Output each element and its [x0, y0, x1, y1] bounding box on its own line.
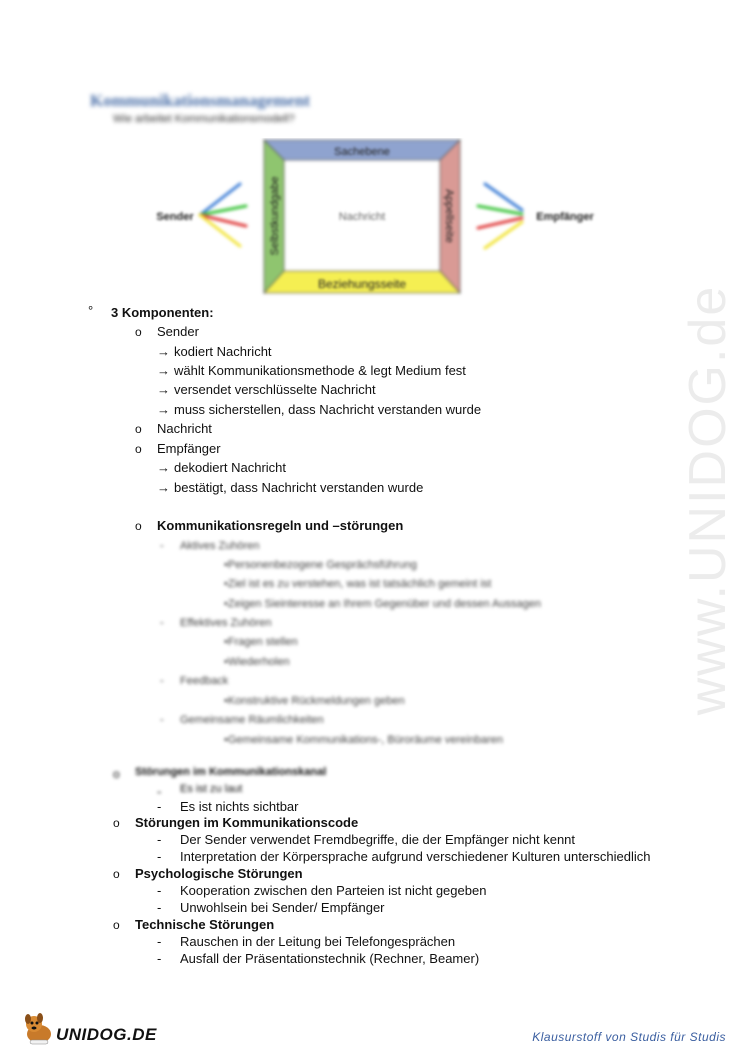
list-item: muss sicherstellen, dass Nachricht verstanden wurde — [174, 402, 482, 417]
section-heading: Psychologische Störungen — [135, 866, 303, 881]
list-item: Gemeinsame Räumlichkeiten — [180, 714, 324, 726]
list-item-marker: o — [113, 816, 120, 830]
diagram-top-label: Sachebene — [334, 146, 390, 158]
diagram-right-label: Appellseite — [443, 189, 455, 243]
footer-logo: UNIDOG.DE — [56, 1025, 157, 1044]
diagram-left-label: Selbstkundgabe — [269, 176, 281, 256]
list-item: Sender — [157, 324, 199, 339]
list-item-marker: o — [113, 767, 120, 781]
list-item-marker: o — [113, 867, 120, 881]
list-item: versendet verschlüsselte Nachricht — [174, 382, 376, 397]
watermark-text: www.UNIDOG.de — [679, 284, 737, 716]
list-item: Ausfall der Präsentationstechnik (Rechner, Beamer) — [180, 951, 480, 966]
list-item: •Wiederholen — [224, 656, 290, 668]
diagram-sender-label: Sender — [156, 211, 194, 223]
list-item: •Zeigen Sieinteresse an Ihrem Gegenüber und dessen Aussagen — [224, 598, 541, 610]
list-item: •Fragen stellen — [224, 636, 298, 648]
section-heading: Störungen im Kommunikationscode — [135, 815, 359, 830]
section-rules-marker: o — [135, 519, 142, 533]
list-item-marker: - — [160, 540, 164, 552]
arrow-marker: → — [157, 344, 170, 359]
list-item-marker: - — [157, 883, 162, 898]
list-item: Rauschen in der Leitung bei Telefongesprächen — [180, 934, 456, 949]
list-item: •Gemeinsame Kommunikations-, Büroräume vereinbaren — [224, 734, 503, 746]
list-item-marker: o — [135, 325, 142, 339]
page-subtitle: Wie arbeitet Kommunikationsmodell? — [113, 113, 295, 125]
list-item: Der Sender verwendet Fremdbegriffe, die der Empfänger nicht kennt — [180, 832, 576, 847]
page-title: Kommunikationsmanagement — [90, 91, 311, 110]
arrow-marker: → — [157, 402, 170, 417]
list-item: Unwohlsein bei Sender/ Empfänger — [180, 900, 385, 915]
list-item-marker: - — [157, 934, 162, 949]
section-components-marker: ° — [88, 303, 94, 318]
list-item: Es ist nichts sichtbar — [180, 799, 299, 814]
arrow-marker: → — [157, 460, 170, 475]
section-heading: Technische Störungen — [135, 917, 275, 932]
list-item-marker: o — [113, 918, 120, 932]
diagram-center-label: Nachricht — [338, 211, 386, 223]
list-item-marker: - — [160, 617, 164, 629]
list-item: bestätigt, dass Nachricht verstanden wurde — [174, 480, 424, 495]
list-item: Effektives Zuhören — [180, 617, 272, 629]
dog-logo-icon — [22, 1012, 56, 1046]
list-item-marker: - — [160, 675, 164, 687]
list-item-marker: o — [135, 442, 142, 456]
footer-tagline: Klausurstoff von Studis für Studis — [532, 1030, 726, 1044]
list-item: •Personenbezogene Gesprächsführung — [224, 559, 417, 571]
list-item: Interpretation der Körpersprache aufgrund verschiedener Kulturen unterschiedlich — [180, 849, 651, 864]
list-item-marker: - — [157, 799, 162, 814]
section-components-heading: 3 Komponenten: — [111, 305, 214, 320]
list-item-marker: - — [157, 849, 162, 864]
list-item-marker: - — [157, 900, 162, 915]
arrow-marker: → — [157, 363, 170, 378]
list-item: Kooperation zwischen den Parteien ist nicht gegeben — [180, 883, 487, 898]
list-item: •Konstruktive Rückmeldungen geben — [224, 695, 405, 707]
list-item-marker: o — [135, 422, 142, 436]
list-item: wählt Kommunikationsmethode & legt Medium fest — [174, 363, 466, 378]
list-item-marker: - — [160, 714, 164, 726]
diagram-bottom-label: Beziehungsseite — [317, 277, 407, 291]
list-item: •Ziel ist es zu verstehen, was ist tatsächlich gemeint ist — [224, 578, 492, 590]
list-item: Es ist zu laut — [180, 783, 243, 795]
arrow-marker: → — [157, 382, 170, 397]
section-rules-heading: Kommunikationsregeln und –störungen — [157, 518, 404, 533]
list-item-marker: - — [157, 951, 162, 966]
communication-diagram — [140, 138, 620, 298]
list-item: dekodiert Nachricht — [174, 460, 286, 475]
list-item: Feedback — [180, 675, 229, 687]
list-item-marker: - — [157, 832, 162, 847]
diagram-receiver-label: Empfänger — [536, 211, 594, 223]
section-heading: Störungen im Kommunikationskanal — [135, 766, 327, 778]
list-item: Aktives Zuhören — [180, 540, 260, 552]
arrow-marker: → — [157, 480, 170, 495]
list-item-marker: - — [157, 784, 162, 799]
list-item: Nachricht — [157, 421, 212, 436]
list-item: kodiert Nachricht — [174, 344, 272, 359]
list-item: Empfänger — [157, 441, 221, 456]
